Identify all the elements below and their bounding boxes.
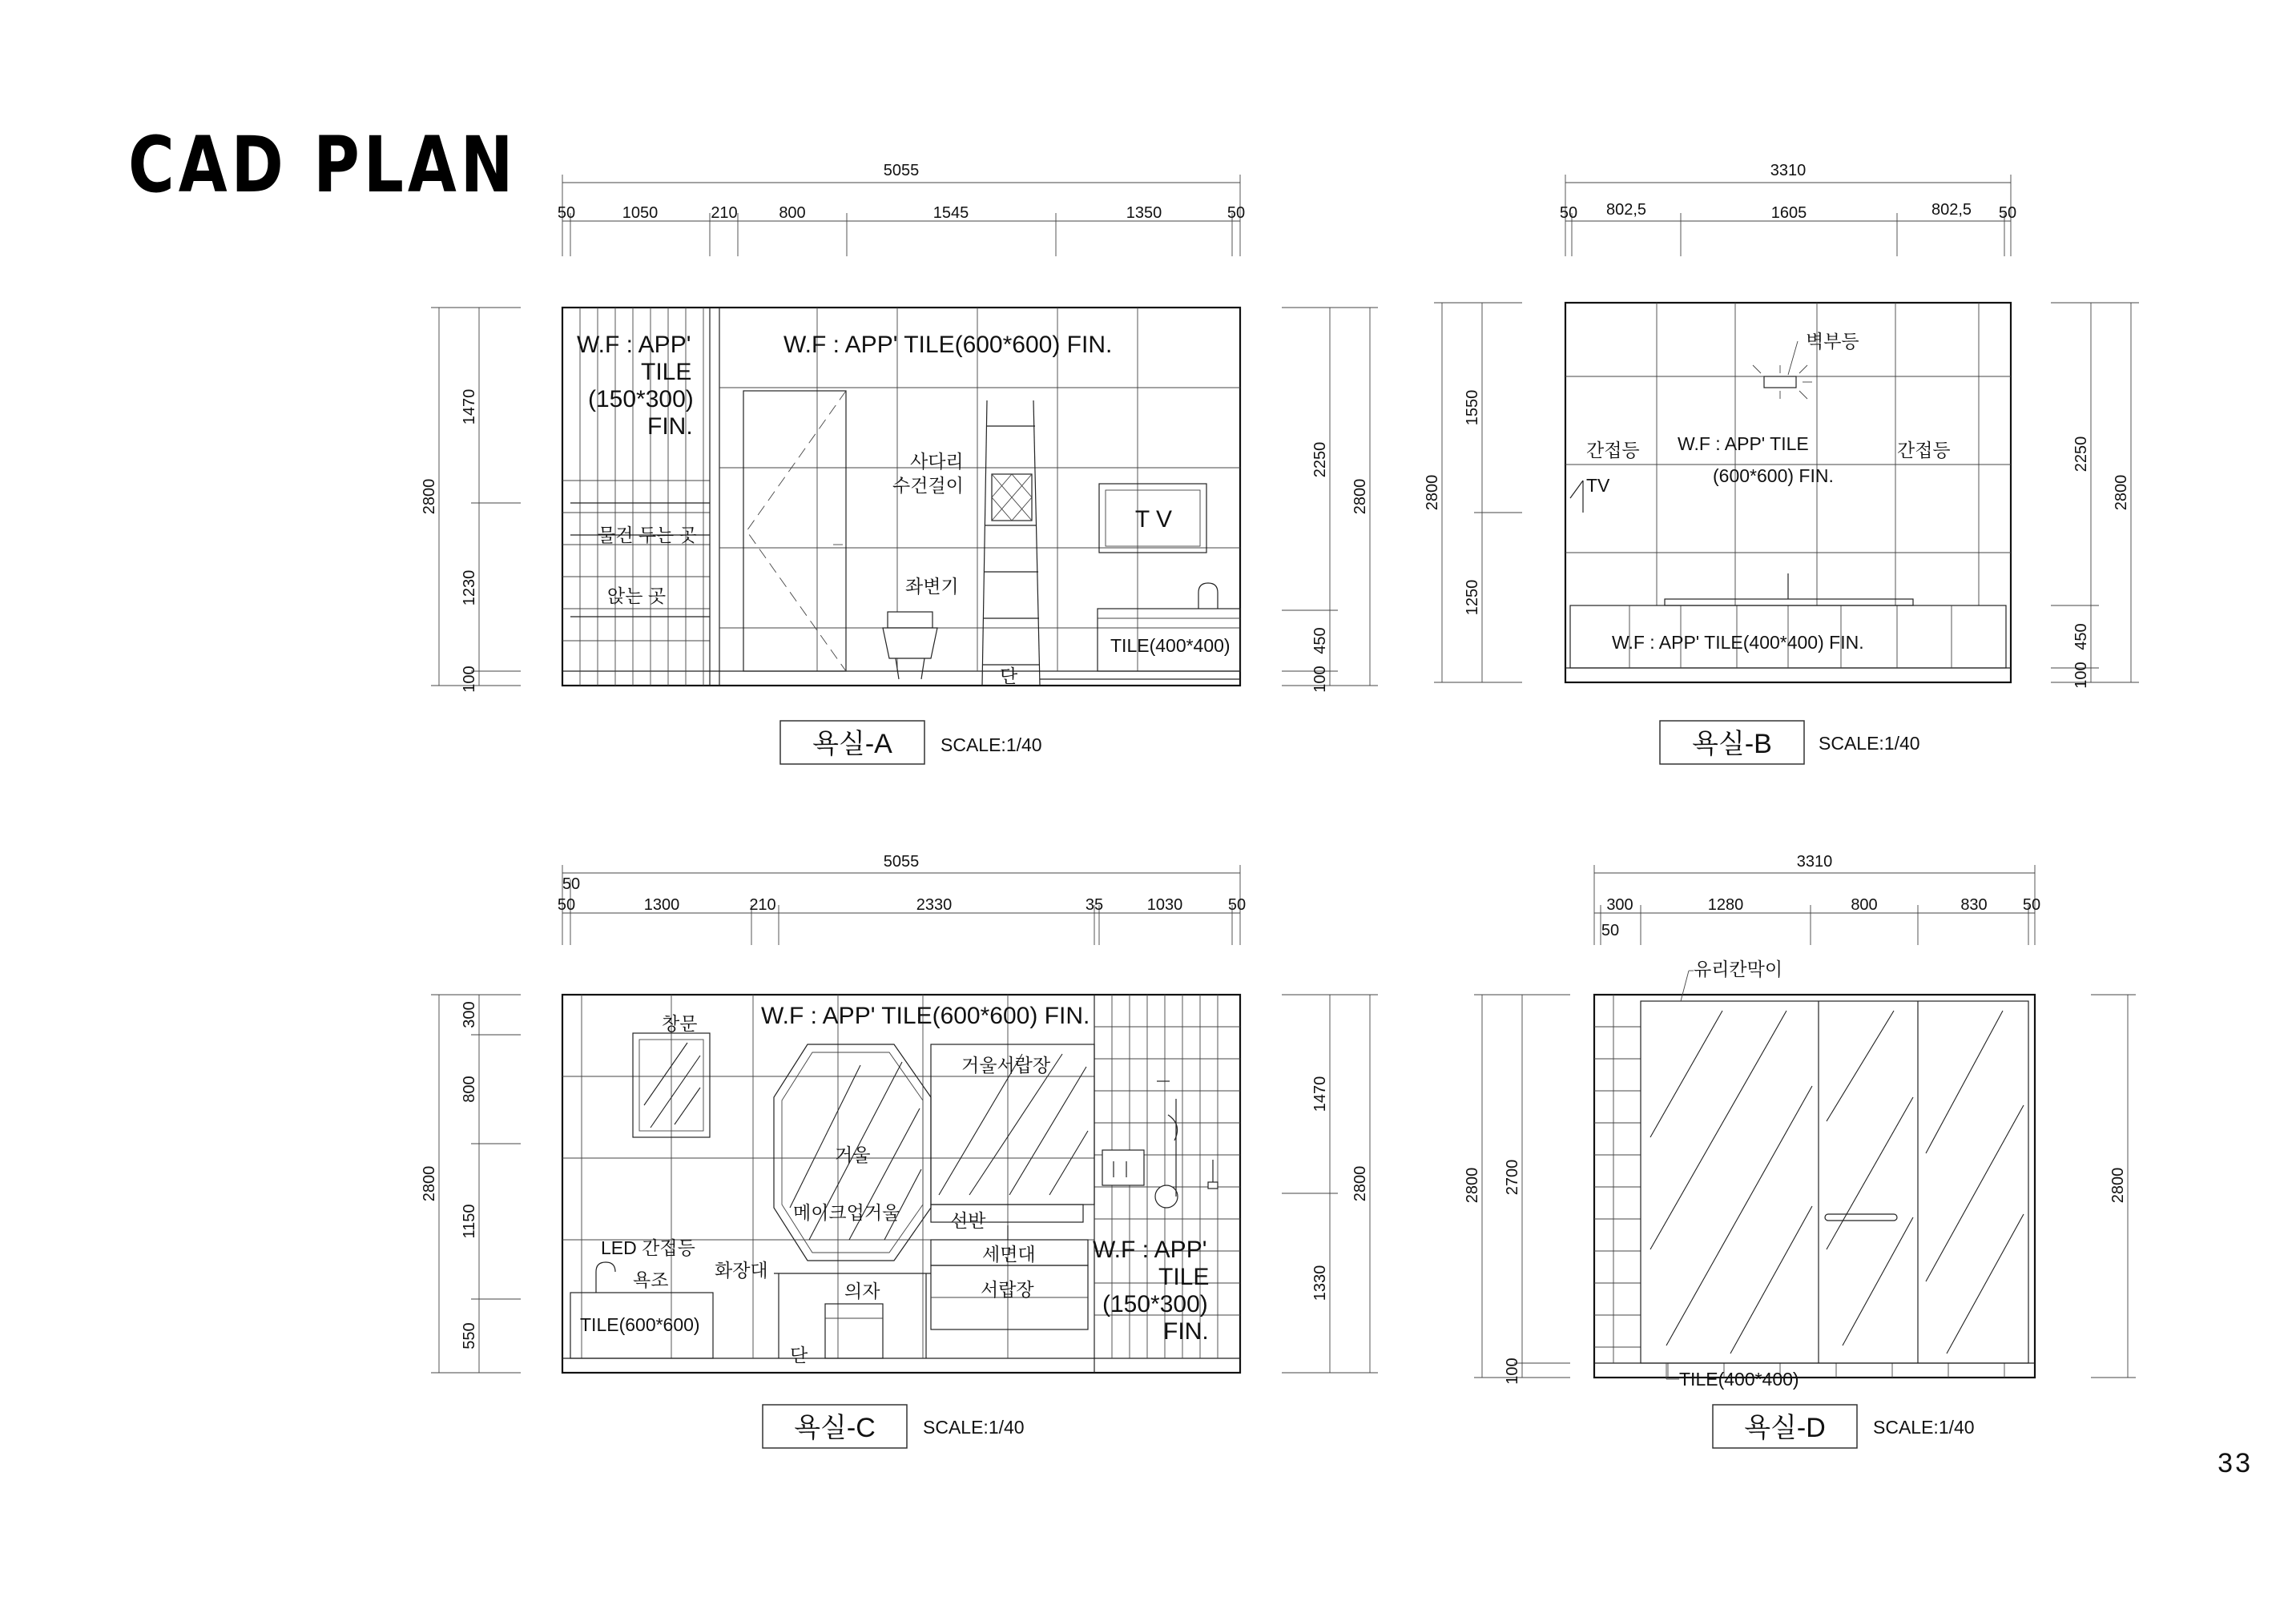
dim: 100 [2072, 662, 2090, 689]
label-tile: TILE(400*400) [1110, 635, 1231, 656]
dim: 800 [779, 204, 806, 222]
dim-total: 2800 [2109, 1167, 2127, 1204]
dim-total: 5055 [883, 853, 920, 871]
dim: 800 [1851, 896, 1878, 914]
label-step: 단 [790, 1345, 808, 1366]
label-wf-tile-small: FIN. [1163, 1318, 1209, 1345]
label-seat: 앉는 곳 [607, 585, 667, 606]
dim: 1300 [643, 896, 680, 914]
label-indirect-light: 간접등 [1586, 440, 1640, 461]
view-scale: SCALE:1/40 [1819, 733, 1920, 754]
label-drawer: 서랍장 [981, 1279, 1034, 1300]
dim: 100 [1311, 666, 1329, 693]
label-wf-tile: (600*600) FIN. [1713, 465, 1834, 486]
dim: 1030 [1146, 896, 1183, 914]
dim: 802,5 [1605, 201, 1647, 219]
dim: 1280 [1707, 896, 1744, 914]
label-shelf: 선반 [950, 1210, 986, 1231]
dim: 50 [557, 204, 576, 222]
dim: 100 [461, 666, 478, 693]
dim: 450 [1311, 627, 1329, 654]
dim-total: 3310 [1796, 853, 1833, 871]
label-step: 단 [1000, 666, 1018, 686]
label-led-light: LED 간접등 [601, 1237, 695, 1258]
dim: 50 [1998, 204, 2017, 222]
dim: 50 [1559, 204, 1578, 222]
dim: 2250 [2072, 436, 2090, 473]
label-wf-tile-small: W.F : APP' [577, 332, 691, 358]
label-vanity: 화장대 [715, 1260, 768, 1281]
dim-total: 2800 [1351, 1165, 1369, 1202]
dim-total: 3310 [1770, 162, 1807, 179]
dim: 50 [1601, 922, 1620, 939]
label-wf-tile-400: W.F : APP' TILE(400*400) FIN. [1612, 632, 1864, 653]
view-a [421, 162, 1378, 764]
dim: 1230 [461, 569, 478, 606]
label-wf-tile-small: TILE [641, 359, 692, 385]
dim: 210 [749, 896, 776, 914]
view-caption: 욕실-B [1692, 729, 1772, 759]
label-tv: TV [1586, 475, 1610, 496]
dim-total: 2800 [421, 1165, 438, 1202]
label-tile: TILE(600*600) [580, 1314, 700, 1335]
dim: 1330 [1311, 1265, 1329, 1301]
dim: 802,5 [1931, 201, 1972, 219]
view-d [1464, 853, 2136, 1448]
dim: 1250 [1464, 579, 1481, 616]
dim: 800 [461, 1076, 478, 1103]
dim: 50 [1227, 896, 1247, 914]
label-wf-tile-large: W.F : APP' TILE(600*600) FIN. [761, 1003, 1090, 1029]
label-wf-tile-small: (150*300) [588, 386, 694, 412]
label-tv: T V [1134, 506, 1173, 533]
view-scale: SCALE:1/40 [1873, 1417, 1975, 1438]
dim-total: 2800 [1424, 474, 1441, 511]
page-title: CAD PLAN [128, 120, 518, 210]
dim: 550 [461, 1322, 478, 1349]
dim: 830 [1960, 896, 1988, 914]
label-wf-tile-small: FIN. [647, 413, 693, 440]
label-toilet: 좌변기 [905, 576, 959, 597]
dim: 2330 [916, 896, 953, 914]
label-tile: TILE(400*400) [1679, 1369, 1799, 1390]
dim: 50 [562, 875, 581, 893]
dim: 300 [461, 1001, 478, 1028]
label-wf-tile-small: W.F : APP' [1093, 1237, 1207, 1263]
dim: 1150 [461, 1204, 478, 1239]
label-wf-tile: W.F : APP' TILE [1678, 433, 1809, 454]
dim: 1350 [1126, 204, 1162, 222]
view-scale: SCALE:1/40 [923, 1417, 1025, 1438]
dim: 1550 [1464, 389, 1481, 426]
label-wf-tile-small: TILE [1158, 1264, 1210, 1290]
label-glass-partition: 유리칸막이 [1694, 959, 1783, 979]
dim-total: 2800 [421, 478, 438, 515]
dim: 1605 [1770, 204, 1807, 222]
view-caption: 욕실-D [1744, 1413, 1826, 1443]
dim: 450 [2072, 623, 2090, 650]
view-b [1424, 162, 2139, 764]
dim: 2700 [1504, 1159, 1521, 1196]
dim: 1050 [622, 204, 659, 222]
label-mirror-cabinet: 거울서랍장 [961, 1055, 1051, 1076]
label-window: 창문 [662, 1013, 698, 1034]
view-c [421, 853, 1378, 1448]
label-ladder: 수건걸이 [892, 475, 964, 496]
dim: 100 [1504, 1358, 1521, 1385]
dim: 1470 [461, 388, 478, 425]
dim: 1545 [932, 204, 969, 222]
label-wf-tile-small: (150*300) [1102, 1291, 1208, 1317]
dim: 210 [711, 204, 738, 222]
dim-total: 5055 [883, 162, 920, 179]
label-basin: 세면대 [982, 1244, 1036, 1265]
dim: 50 [2022, 896, 2041, 914]
label-indirect-light: 간접등 [1897, 440, 1951, 461]
dim: 300 [1606, 896, 1633, 914]
label-storage: 물건 두는 곳 [598, 525, 697, 545]
label-bathtub: 욕조 [633, 1269, 669, 1290]
view-caption: 욕실-C [794, 1413, 876, 1443]
dim: 50 [1227, 204, 1246, 222]
label-ladder: 사다리 [910, 451, 964, 472]
dim-total: 2800 [1464, 1167, 1481, 1204]
dim: 50 [557, 896, 576, 914]
label-chair: 의자 [844, 1281, 880, 1301]
label-makeup-mirror: 메이크업거울 [793, 1202, 900, 1223]
label-mirror: 거울 [835, 1144, 871, 1165]
label-wall-lamp: 벽부등 [1806, 331, 1859, 352]
dim-total: 2800 [1351, 478, 1369, 515]
dim: 1470 [1311, 1076, 1329, 1112]
dim-total: 2800 [2113, 474, 2130, 511]
dim: 2250 [1311, 441, 1329, 478]
view-caption: 욕실-A [812, 729, 892, 759]
page-number: 33 [2217, 1448, 2253, 1478]
label-wf-tile-large: W.F : APP' TILE(600*600) FIN. [783, 332, 1113, 358]
view-scale: SCALE:1/40 [941, 734, 1042, 755]
dim: 35 [1085, 896, 1104, 914]
